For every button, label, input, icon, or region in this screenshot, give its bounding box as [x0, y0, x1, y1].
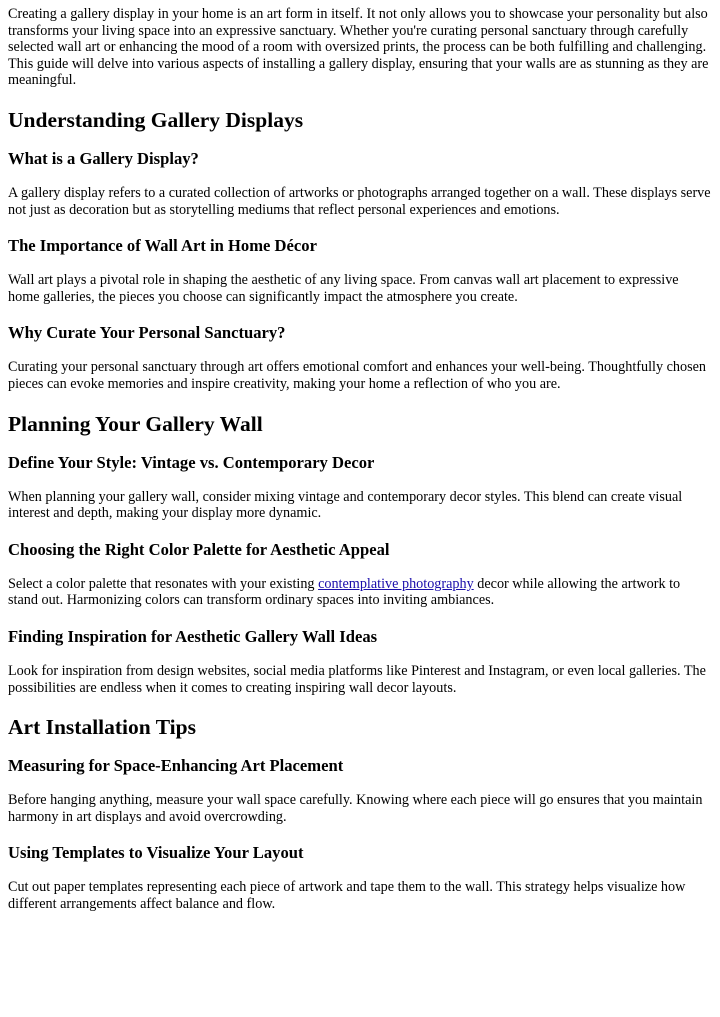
- intro-paragraph: Creating a gallery display in your home is an art form in itself. It not only allows you to showcase your personality but also transforms your living space into an expressive sanctuary. Whether you're curating personal sanctuary through carefully selected wall art or enhancing the mood of a room with oversized prints, the process can be both fulfilling and challenging. This guide will delve into various aspects of installing a gallery display, ensuring that your walls are as stunning as they are meaningful.: [8, 6, 709, 89]
- paragraph-define-style: When planning your gallery wall, consider mixing vintage and contemporary decor styles. This blend can create visual interest and depth, making your display more dynamic.: [8, 488, 683, 522]
- section-heading-installation-tips: Art Installation Tips: [8, 715, 196, 740]
- paragraph-color-palette-text-before: Select a color palette that resonates with your existing: [8, 575, 319, 592]
- subheading-finding-inspiration: Finding Inspiration for Aesthetic Gallery Wall Ideas: [8, 626, 378, 646]
- paragraph-templates: Cut out paper templates representing each piece of artwork and tape them to the wall. This strategy helps visualize how different arrangements affect balance and flow.: [8, 879, 686, 912]
- subheading-what-is-gallery-display: What is a Gallery Display?: [8, 148, 199, 168]
- paragraph-color-palette-text-after: decor while allowing the artwork to stand out. Harmonizing colors can transform ordinary spaces into inviting ambiances.: [8, 575, 681, 609]
- subheading-importance-wall-art: The Importance of Wall Art in Home Décor: [8, 236, 317, 256]
- subheading-measuring: Measuring for Space-Enhancing Art Placement: [8, 756, 344, 776]
- section-heading-understanding: Understanding Gallery Displays: [8, 107, 304, 132]
- paragraph-what-is-gallery-display: A gallery display refers to a curated collection of artworks or photographs arranged together on a wall. These displays serve not just as decoration but as storytelling mediums that reflect personal experiences and emotions.: [8, 184, 711, 218]
- contemplative-photography-link[interactable]: contemplative photography: [318, 575, 474, 592]
- paragraph-color-palette: [8, 576, 712, 609]
- subheading-why-curate: Why Curate Your Personal Sanctuary?: [8, 323, 286, 343]
- paragraph-importance-wall-art: Wall art plays a pivotal role in shaping the aesthetic of any living space. From canvas wall art placement to expressive home galleries, the pieces you choose can significantly impact the atmosphere you create.: [8, 272, 679, 305]
- subheading-define-style: Define Your Style: Vintage vs. Contemporary Decor: [8, 452, 375, 472]
- subheading-color-palette: Choosing the Right Color Palette for Aesthetic Appeal: [8, 539, 390, 559]
- paragraph-finding-inspiration: Look for inspiration from design websites, social media platforms like Pinterest and Instagram, or even local galleries. The possibilities are endless when it comes to creating inspiring wall decor layouts.: [8, 662, 706, 696]
- section-heading-planning: Planning Your Gallery Wall: [8, 411, 263, 436]
- paragraph-measuring: Before hanging anything, measure your wall space carefully. Knowing where each piece will go ensures that you maintain harmony in art displays and avoid overcrowding.: [8, 792, 703, 825]
- subheading-templates: Using Templates to Visualize Your Layout: [8, 843, 304, 863]
- paragraph-why-curate: Curating your personal sanctuary through art offers emotional comfort and enhances your well-being. Thoughtfully chosen pieces can evoke memories and inspire creativity, making your home a reflection of who you are.: [8, 359, 707, 392]
